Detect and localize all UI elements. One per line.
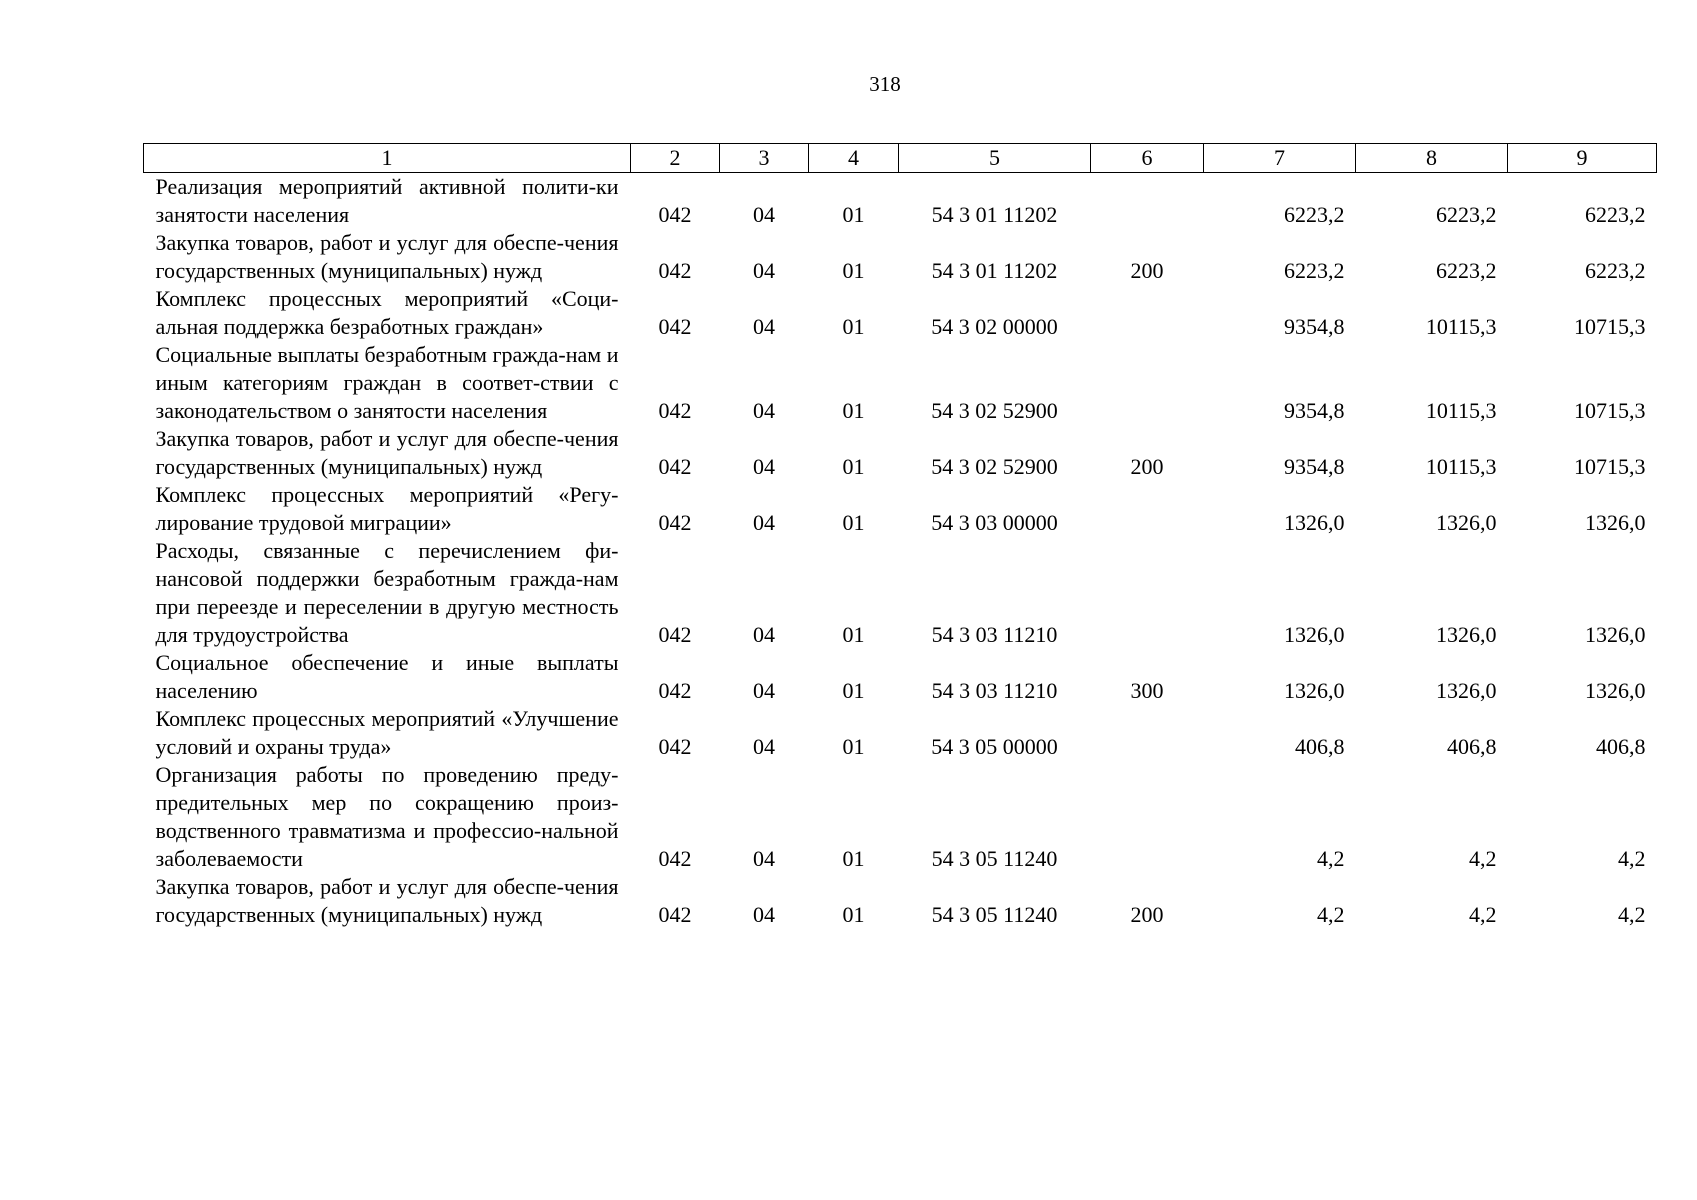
cell-amount-3: 10715,3 (1574, 314, 1646, 339)
cell-amount-1: 4,2 (1317, 846, 1345, 871)
table-row (144, 761, 1657, 873)
cell-amount-2: 6223,2 (1436, 258, 1497, 283)
cell-admin-code: 042 (658, 258, 692, 283)
cell-amount-2: 1326,0 (1436, 510, 1497, 535)
cell-amount-3: 10715,3 (1574, 398, 1646, 423)
cell-subsection: 01 (842, 622, 865, 647)
cell-subsection: 01 (842, 258, 865, 283)
cell-section: 04 (753, 258, 775, 283)
cell-amount-2: 6223,2 (1436, 202, 1497, 227)
cell-subsection: 01 (842, 314, 865, 339)
cell-subsection: 01 (842, 510, 865, 535)
cell-section: 04 (753, 622, 775, 647)
cell-target-article: 54 3 01 11202 (931, 202, 1058, 227)
row-description: Реализация мероприятий активной полити-ки занятости населения (155, 174, 619, 227)
cell-admin-code: 042 (658, 510, 692, 535)
cell-amount-3: 4,2 (1618, 846, 1646, 871)
cell-admin-code: 042 (658, 902, 692, 927)
cell-amount-1: 1326,0 (1284, 678, 1345, 703)
budget-table (143, 143, 1657, 929)
table-row (144, 873, 1657, 929)
cell-expense-type (1091, 173, 1204, 230)
cell-target-article: 54 3 02 52900 (931, 398, 1058, 423)
cell-expense-type: 200 (1130, 258, 1164, 283)
table-row (144, 229, 1657, 285)
cell-expense-type (1091, 341, 1204, 425)
cell-subsection: 01 (842, 398, 865, 423)
cell-amount-2: 1326,0 (1436, 678, 1497, 703)
cell-amount-1: 9354,8 (1284, 454, 1345, 479)
cell-amount-3: 10715,3 (1574, 454, 1646, 479)
cell-amount-3: 6223,2 (1585, 258, 1646, 283)
cell-amount-3: 4,2 (1618, 902, 1646, 927)
cell-amount-2: 4,2 (1469, 846, 1497, 871)
row-description: Социальное обеспечение и иные выплаты населению (155, 650, 619, 703)
header-cell: 7 (1204, 144, 1356, 173)
table-row (144, 481, 1657, 537)
cell-section: 04 (753, 510, 775, 535)
cell-target-article: 54 3 01 11202 (931, 258, 1058, 283)
cell-amount-1: 9354,8 (1284, 398, 1345, 423)
row-description: Закупка товаров, работ и услуг для обеспе-чения государственных (муниципальных) нужд (155, 874, 619, 927)
header-cell: 2 (631, 144, 720, 173)
cell-section: 04 (753, 678, 775, 703)
cell-target-article: 54 3 05 00000 (931, 734, 1058, 759)
cell-expense-type: 200 (1130, 902, 1164, 927)
cell-target-article: 54 3 03 11210 (931, 622, 1058, 647)
cell-admin-code: 042 (658, 678, 692, 703)
cell-amount-1: 406,8 (1295, 734, 1345, 759)
cell-amount-3: 6223,2 (1585, 202, 1646, 227)
cell-section: 04 (753, 454, 775, 479)
table-row (144, 173, 1657, 230)
cell-expense-type (1091, 481, 1204, 537)
cell-admin-code: 042 (658, 846, 692, 871)
cell-admin-code: 042 (658, 454, 692, 479)
table-row (144, 285, 1657, 341)
table-row (144, 705, 1657, 761)
cell-amount-3: 1326,0 (1585, 510, 1646, 535)
header-cell: 8 (1356, 144, 1508, 173)
table-row (144, 341, 1657, 425)
cell-expense-type (1091, 705, 1204, 761)
cell-admin-code: 042 (658, 622, 692, 647)
cell-amount-1: 1326,0 (1284, 510, 1345, 535)
cell-admin-code: 042 (658, 314, 692, 339)
cell-subsection: 01 (842, 902, 865, 927)
cell-subsection: 01 (842, 846, 865, 871)
cell-amount-2: 4,2 (1469, 902, 1497, 927)
cell-amount-1: 4,2 (1317, 902, 1345, 927)
row-description: Социальные выплаты безработным гражда-нам и иным категориям граждан в соответ-ствии с законодательством о занятости населения (155, 342, 619, 423)
header-row (144, 144, 1657, 173)
cell-subsection: 01 (842, 202, 865, 227)
cell-section: 04 (753, 846, 775, 871)
header-cell: 4 (809, 144, 899, 173)
table-row (144, 425, 1657, 481)
row-description: Закупка товаров, работ и услуг для обеспе-чения государственных (муниципальных) нужд (155, 230, 619, 283)
cell-subsection: 01 (842, 678, 865, 703)
row-description: Закупка товаров, работ и услуг для обеспе-чения государственных (муниципальных) нужд (155, 426, 619, 479)
cell-amount-2: 10115,3 (1425, 454, 1497, 479)
header-cell: 1 (144, 144, 631, 173)
cell-admin-code: 042 (658, 734, 692, 759)
header-cell: 3 (720, 144, 809, 173)
cell-section: 04 (753, 902, 775, 927)
cell-subsection: 01 (842, 734, 865, 759)
header-cell: 6 (1091, 144, 1204, 173)
header-cell: 5 (899, 144, 1091, 173)
cell-section: 04 (753, 202, 775, 227)
cell-amount-1: 9354,8 (1284, 314, 1345, 339)
cell-expense-type: 200 (1130, 454, 1164, 479)
cell-section: 04 (753, 398, 775, 423)
row-description: Комплекс процессных мероприятий «Улучшение условий и охраны труда» (155, 706, 619, 759)
cell-target-article: 54 3 05 11240 (931, 902, 1058, 927)
cell-section: 04 (753, 314, 775, 339)
cell-amount-2: 10115,3 (1425, 314, 1497, 339)
row-description: Организация работы по проведению преду-предительных мер по сокращению произ-водственного травматизма и профессио-нальной заболеваемости (155, 762, 619, 871)
cell-target-article: 54 3 05 11240 (931, 846, 1058, 871)
cell-target-article: 54 3 03 11210 (931, 678, 1058, 703)
page-number: 318 (869, 72, 901, 96)
row-description: Комплекс процессных мероприятий «Соци-альная поддержка безработных граждан» (155, 286, 619, 339)
cell-amount-1: 1326,0 (1284, 622, 1345, 647)
cell-amount-3: 1326,0 (1585, 678, 1646, 703)
cell-expense-type (1091, 285, 1204, 341)
table-row (144, 537, 1657, 649)
cell-expense-type (1091, 537, 1204, 649)
cell-amount-2: 1326,0 (1436, 622, 1497, 647)
cell-admin-code: 042 (658, 398, 692, 423)
cell-expense-type: 300 (1130, 678, 1164, 703)
cell-target-article: 54 3 02 00000 (931, 314, 1058, 339)
row-description: Расходы, связанные с перечислением фи-нансовой поддержки безработным гражда-нам при переезде и переселении в другую местность для трудоустройства (155, 538, 619, 647)
row-description: Комплекс процессных мероприятий «Регу-лирование трудовой миграции» (155, 482, 619, 535)
header-cell: 9 (1508, 144, 1657, 173)
cell-admin-code: 042 (658, 202, 692, 227)
cell-amount-3: 1326,0 (1585, 622, 1646, 647)
cell-expense-type (1091, 761, 1204, 873)
table-row (144, 649, 1657, 705)
cell-target-article: 54 3 02 52900 (931, 454, 1058, 479)
cell-section: 04 (753, 734, 775, 759)
cell-amount-1: 6223,2 (1284, 258, 1345, 283)
cell-subsection: 01 (842, 454, 865, 479)
cell-amount-2: 10115,3 (1425, 398, 1497, 423)
cell-amount-1: 6223,2 (1284, 202, 1345, 227)
cell-target-article: 54 3 03 00000 (931, 510, 1058, 535)
cell-amount-3: 406,8 (1596, 734, 1646, 759)
cell-amount-2: 406,8 (1447, 734, 1497, 759)
